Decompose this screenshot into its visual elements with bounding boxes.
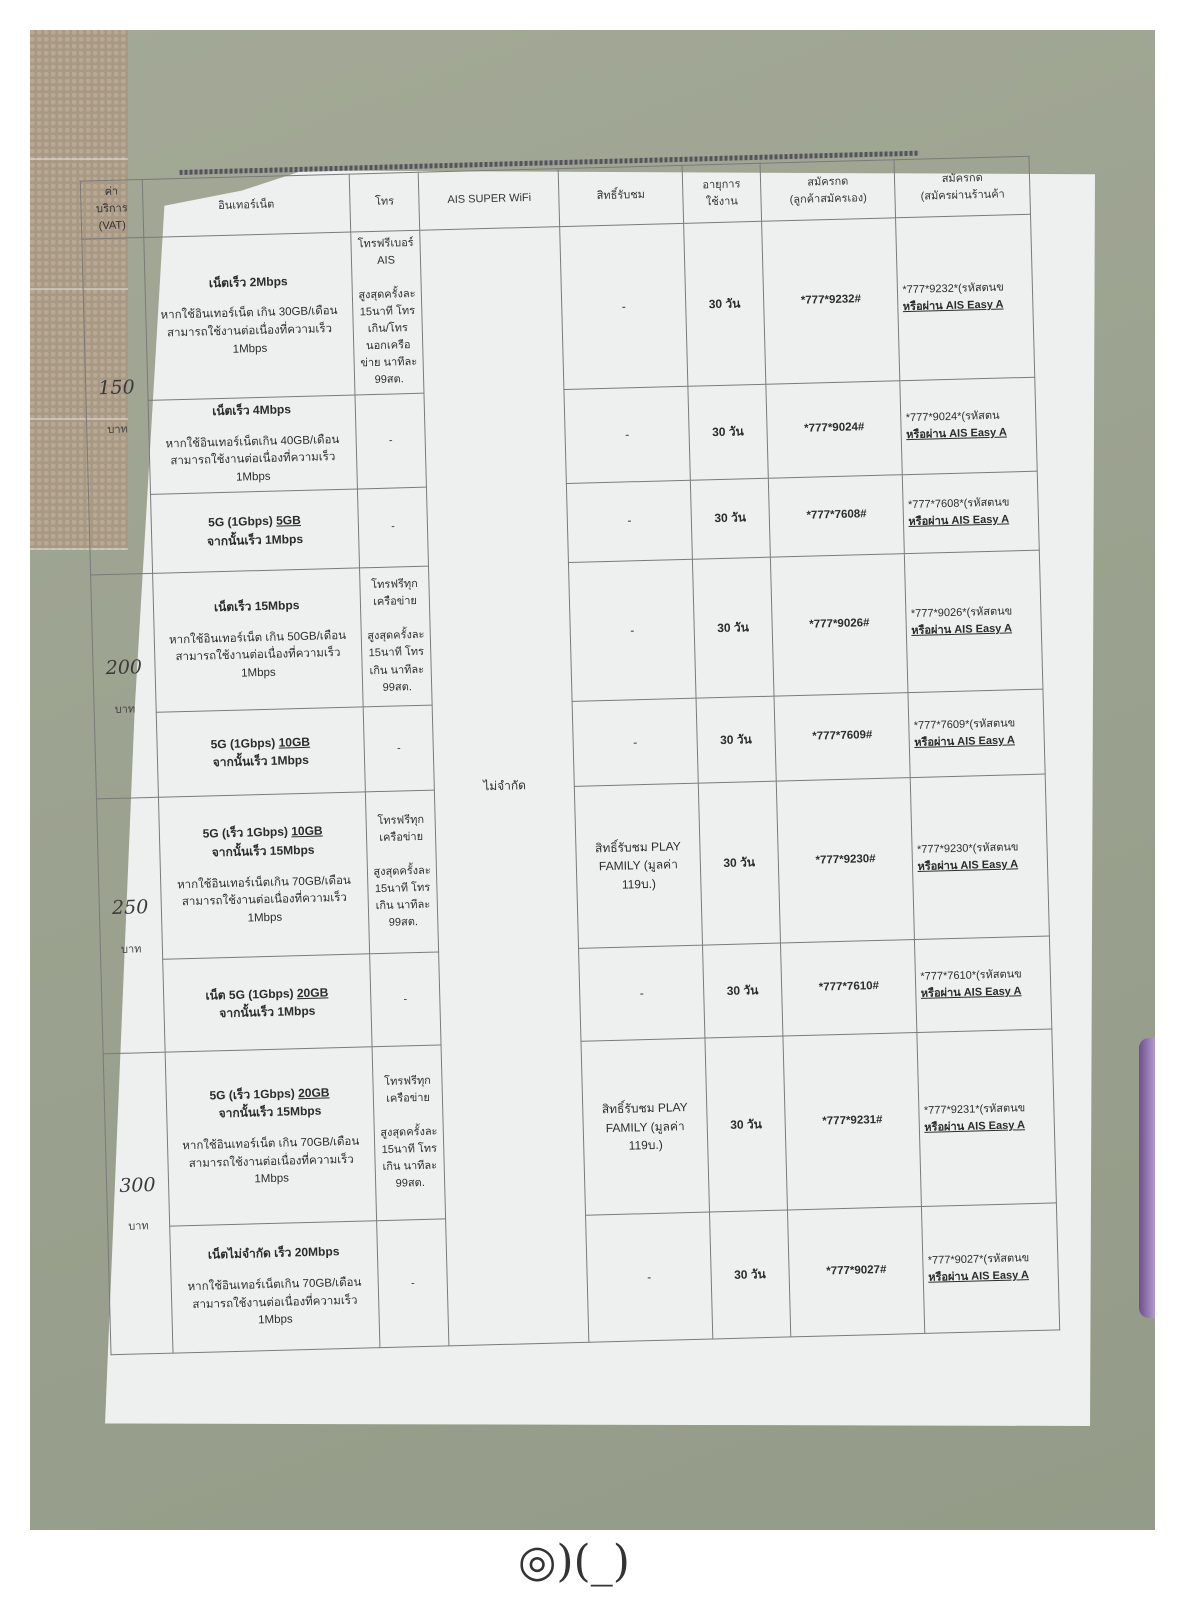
- speed-desc: หากใช้อินเทอร์เน็ตเกิน 70GB/เดือน สามารถใช้งานต่อเนื่องที่ความเร็ว 1Mbps: [187, 1276, 362, 1327]
- speed-quota: 20GB: [297, 1084, 330, 1100]
- dealer-code-cell: [911, 774, 1050, 939]
- header-wifi: AIS SUPER WiFi: [419, 169, 561, 231]
- dealer-code: *777*7608*(รหัสตนข: [907, 495, 1010, 511]
- self-code-cell: *777*9026#: [770, 553, 908, 696]
- dealer-link: หรือผ่าน AIS Easy A: [906, 426, 1007, 442]
- price-cell: [91, 573, 158, 799]
- call-cell: โทรฟรีเบอร์ AIS สูงสุดครั้งละ 15นาที โทรเกิน/โทรนอกเครือข่าย นาทีละ 99สต.: [351, 230, 425, 394]
- self-code-cell: *777*7609#: [774, 693, 911, 782]
- speed-text: 5G (เร็ว 1Gbps): [209, 1085, 299, 1103]
- call-cell: -: [355, 393, 427, 489]
- speed-text: 5G (1Gbps): [210, 735, 279, 752]
- speed-after: จากนั้นเร็ว 15Mbps: [211, 842, 315, 860]
- dealer-code-cell: [905, 550, 1043, 693]
- internet-cell: [143, 232, 354, 400]
- dealer-code: *777*9027*(รหัสตนข: [927, 1252, 1030, 1267]
- speed-text: เน็ตเร็ว 4Mbps: [212, 402, 292, 419]
- speed-quota: 10GB: [278, 734, 311, 750]
- speed-desc: หากใช้อินเทอร์เน็ต เกิน 30GB/เดือน สามารถใช้งานต่อเนื่องที่ความเร็ว 1Mbps: [160, 305, 338, 356]
- speed-after: จากนั้นเร็ว 1Mbps: [206, 531, 304, 549]
- dealer-code: *777*7609*(รหัสตนข: [913, 717, 1016, 733]
- speed-text: เน็ต 5G (1Gbps): [205, 985, 298, 1003]
- price-value: 250: [111, 896, 149, 920]
- price-unit: บาท: [120, 942, 142, 956]
- wifi-cell: ไม่จำกัด: [420, 227, 589, 1346]
- dealer-code-cell: [915, 936, 1052, 1033]
- table-row: [82, 214, 1035, 401]
- internet-cell: [148, 395, 358, 495]
- dealer-link: หรือผ่าน AIS Easy A: [920, 985, 1022, 1001]
- internet-cell: [158, 792, 369, 959]
- header-call: โทร: [349, 172, 420, 232]
- duration-cell: 30 วัน: [690, 478, 770, 559]
- privilege-cell: -: [569, 559, 696, 702]
- privilege-cell: -: [560, 223, 687, 389]
- internet-cell: [165, 1047, 377, 1226]
- privilege-cell: -: [564, 386, 690, 483]
- price-value: 200: [105, 656, 143, 680]
- speed-text: เน็ตไม่จำกัด เร็ว 20Mbps: [207, 1244, 340, 1262]
- self-code-cell: *777*9232#: [762, 218, 901, 384]
- privilege-cell: -: [579, 945, 705, 1041]
- dealer-link: หรือผ่าน AIS Easy A: [914, 734, 1016, 750]
- header-privilege: สิทธิ์รับชม: [559, 165, 684, 226]
- header-self-code: สมัครกด (ลูกค้าสมัครเอง): [760, 160, 896, 222]
- duration-cell: 30 วัน: [692, 557, 774, 699]
- header-dealer-code: สมัครกด (สมัครผ่านร้านค้า: [894, 156, 1030, 218]
- duration-cell: 30 วัน: [709, 1210, 791, 1339]
- privilege-cell: -: [572, 698, 697, 786]
- duration-cell: 30 วัน: [696, 696, 777, 783]
- dealer-link: หรือผ่าน AIS Easy A: [908, 513, 1010, 528]
- speed-after: จากนั้นเร็ว 1Mbps: [212, 753, 309, 770]
- price-cell: [96, 798, 164, 1055]
- price-value: 300: [118, 1173, 156, 1197]
- dealer-code-cell: [922, 1203, 1060, 1333]
- speed-desc: หากใช้อินเทอร์เน็ตเกิน 40GB/เดือน สามารถใช้งานต่อเนื่องที่ความเร็ว 1Mbps: [165, 433, 340, 484]
- dealer-code-cell: [896, 214, 1035, 380]
- duration-cell: 30 วัน: [702, 943, 783, 1038]
- promo-table: [80, 156, 1060, 1355]
- speed-quota: 5GB: [275, 512, 302, 528]
- speed-quota: 20GB: [296, 985, 329, 1000]
- dealer-code-cell: [903, 471, 1040, 553]
- call-cell: -: [357, 487, 428, 568]
- call-cell: โทรฟรีทุกเครือข่าย สูงสุดครั้งละ 15นาที โทรเกิน นาทีละ 99สต.: [359, 566, 432, 707]
- call-cell: -: [370, 952, 442, 1047]
- price-unit: บาท: [107, 423, 128, 436]
- dealer-code-cell: [917, 1029, 1056, 1207]
- dealer-code: *777*9026*(รหัสตนข: [910, 605, 1013, 620]
- call-cell: -: [376, 1219, 449, 1347]
- internet-cell: [169, 1221, 380, 1353]
- price-cell: [82, 238, 152, 575]
- promo-table-sheet: [80, 156, 1060, 1355]
- duration-cell: 30 วัน: [683, 221, 766, 385]
- dealer-code-cell: [900, 377, 1037, 475]
- speed-after: จากนั้นเร็ว 1Mbps: [219, 1004, 316, 1021]
- price-unit: บาท: [128, 1220, 149, 1234]
- self-code-cell: *777*7610#: [781, 940, 918, 1037]
- speed-after: จากนั้นเร็ว 15Mbps: [218, 1103, 322, 1121]
- speed-text: 5G (1Gbps): [207, 513, 277, 530]
- duration-cell: 30 วัน: [705, 1036, 788, 1212]
- price-value: 150: [98, 376, 135, 400]
- header-price: ค่า บริการ (VAT): [80, 180, 143, 240]
- speed-text: เน็ตเร็ว 15Mbps: [213, 597, 300, 615]
- call-cell: โทรฟรีทุกเครือข่าย สูงสุดครั้งละ 15นาที โทรเกิน นาทีละ 99สต.: [372, 1045, 446, 1221]
- duration-cell: 30 วัน: [698, 781, 781, 945]
- speed-desc: หากใช้อินเทอร์เน็ตเกิน 70GB/เดือน สามารถใช้งานต่อเนื่องที่ความเร็ว 1Mbps: [176, 874, 351, 925]
- dealer-link: หรือผ่าน AIS Easy A: [928, 1269, 1030, 1285]
- call-cell: -: [363, 705, 435, 792]
- price-cell: [103, 1053, 172, 1355]
- self-code-cell: *777*9230#: [776, 778, 915, 943]
- dealer-code: *777*9231*(รหัสตนข: [923, 1102, 1026, 1117]
- privilege-cell: สิทธิ์รับชม PLAY FAMILY (มูลค่า 119บ.): [581, 1038, 709, 1215]
- speed-desc: หากใช้อินเทอร์เน็ต เกิน 70GB/เดือน สามารถใช้งานต่อเนื่องที่ความเร็ว 1Mbps: [182, 1135, 360, 1186]
- header-internet: อินเทอร์เน็ต: [142, 174, 351, 238]
- internet-cell: [152, 568, 363, 713]
- internet-cell: [162, 954, 372, 1053]
- privilege-cell: สิทธิ์รับชม PLAY FAMILY (มูลค่า 119บ.): [575, 783, 702, 948]
- speed-desc: หากใช้อินเทอร์เน็ต เกิน 50GB/เดือน สามารถใช้งานต่อเนื่องที่ความเร็ว 1Mbps: [168, 629, 347, 680]
- self-code-cell: *777*9024#: [766, 380, 903, 478]
- speed-text: เน็ตเร็ว 2Mbps: [208, 274, 288, 291]
- dealer-link: หรือผ่าน AIS Easy A: [911, 622, 1013, 637]
- dealer-code-cell: [908, 689, 1045, 778]
- speed-quota: 10GB: [291, 823, 323, 839]
- dealer-code: *777*7610*(รหัสตนข: [920, 968, 1022, 984]
- privilege-cell: -: [586, 1212, 713, 1342]
- call-cell: โทรฟรีทุกเครือข่าย สูงสุดครั้งละ 15นาที โทรเกิน นาทีละ 99สต.: [365, 790, 439, 954]
- dealer-link: หรือผ่าน AIS Easy A: [902, 298, 1004, 313]
- dealer-link: หรือผ่าน AIS Easy A: [917, 858, 1019, 873]
- price-unit: บาท: [114, 702, 136, 716]
- self-code-cell: *777*9027#: [788, 1207, 926, 1337]
- header-duration: อายุการ ใช้งาน: [682, 163, 762, 223]
- self-code-cell: *777*7608#: [768, 474, 904, 556]
- internet-cell: [150, 489, 359, 573]
- dealer-link: หรือผ่าน AIS Easy A: [924, 1119, 1026, 1134]
- dealer-code: *777*9230*(รหัสตนข: [916, 840, 1019, 856]
- dealer-code: *777*9024*(รหัสตน: [905, 409, 1000, 425]
- phone-edge: [1139, 1038, 1155, 1318]
- watermark-logo: ◎)(_): [518, 1536, 630, 1587]
- dealer-code: *777*9232*(รหัสตนข: [902, 281, 1004, 296]
- internet-cell: [156, 707, 365, 797]
- speed-text: 5G (เร็ว 1Gbps): [202, 824, 292, 842]
- privilege-cell: -: [567, 480, 692, 562]
- self-code-cell: *777*9231#: [783, 1033, 922, 1211]
- duration-cell: 30 วัน: [687, 384, 768, 480]
